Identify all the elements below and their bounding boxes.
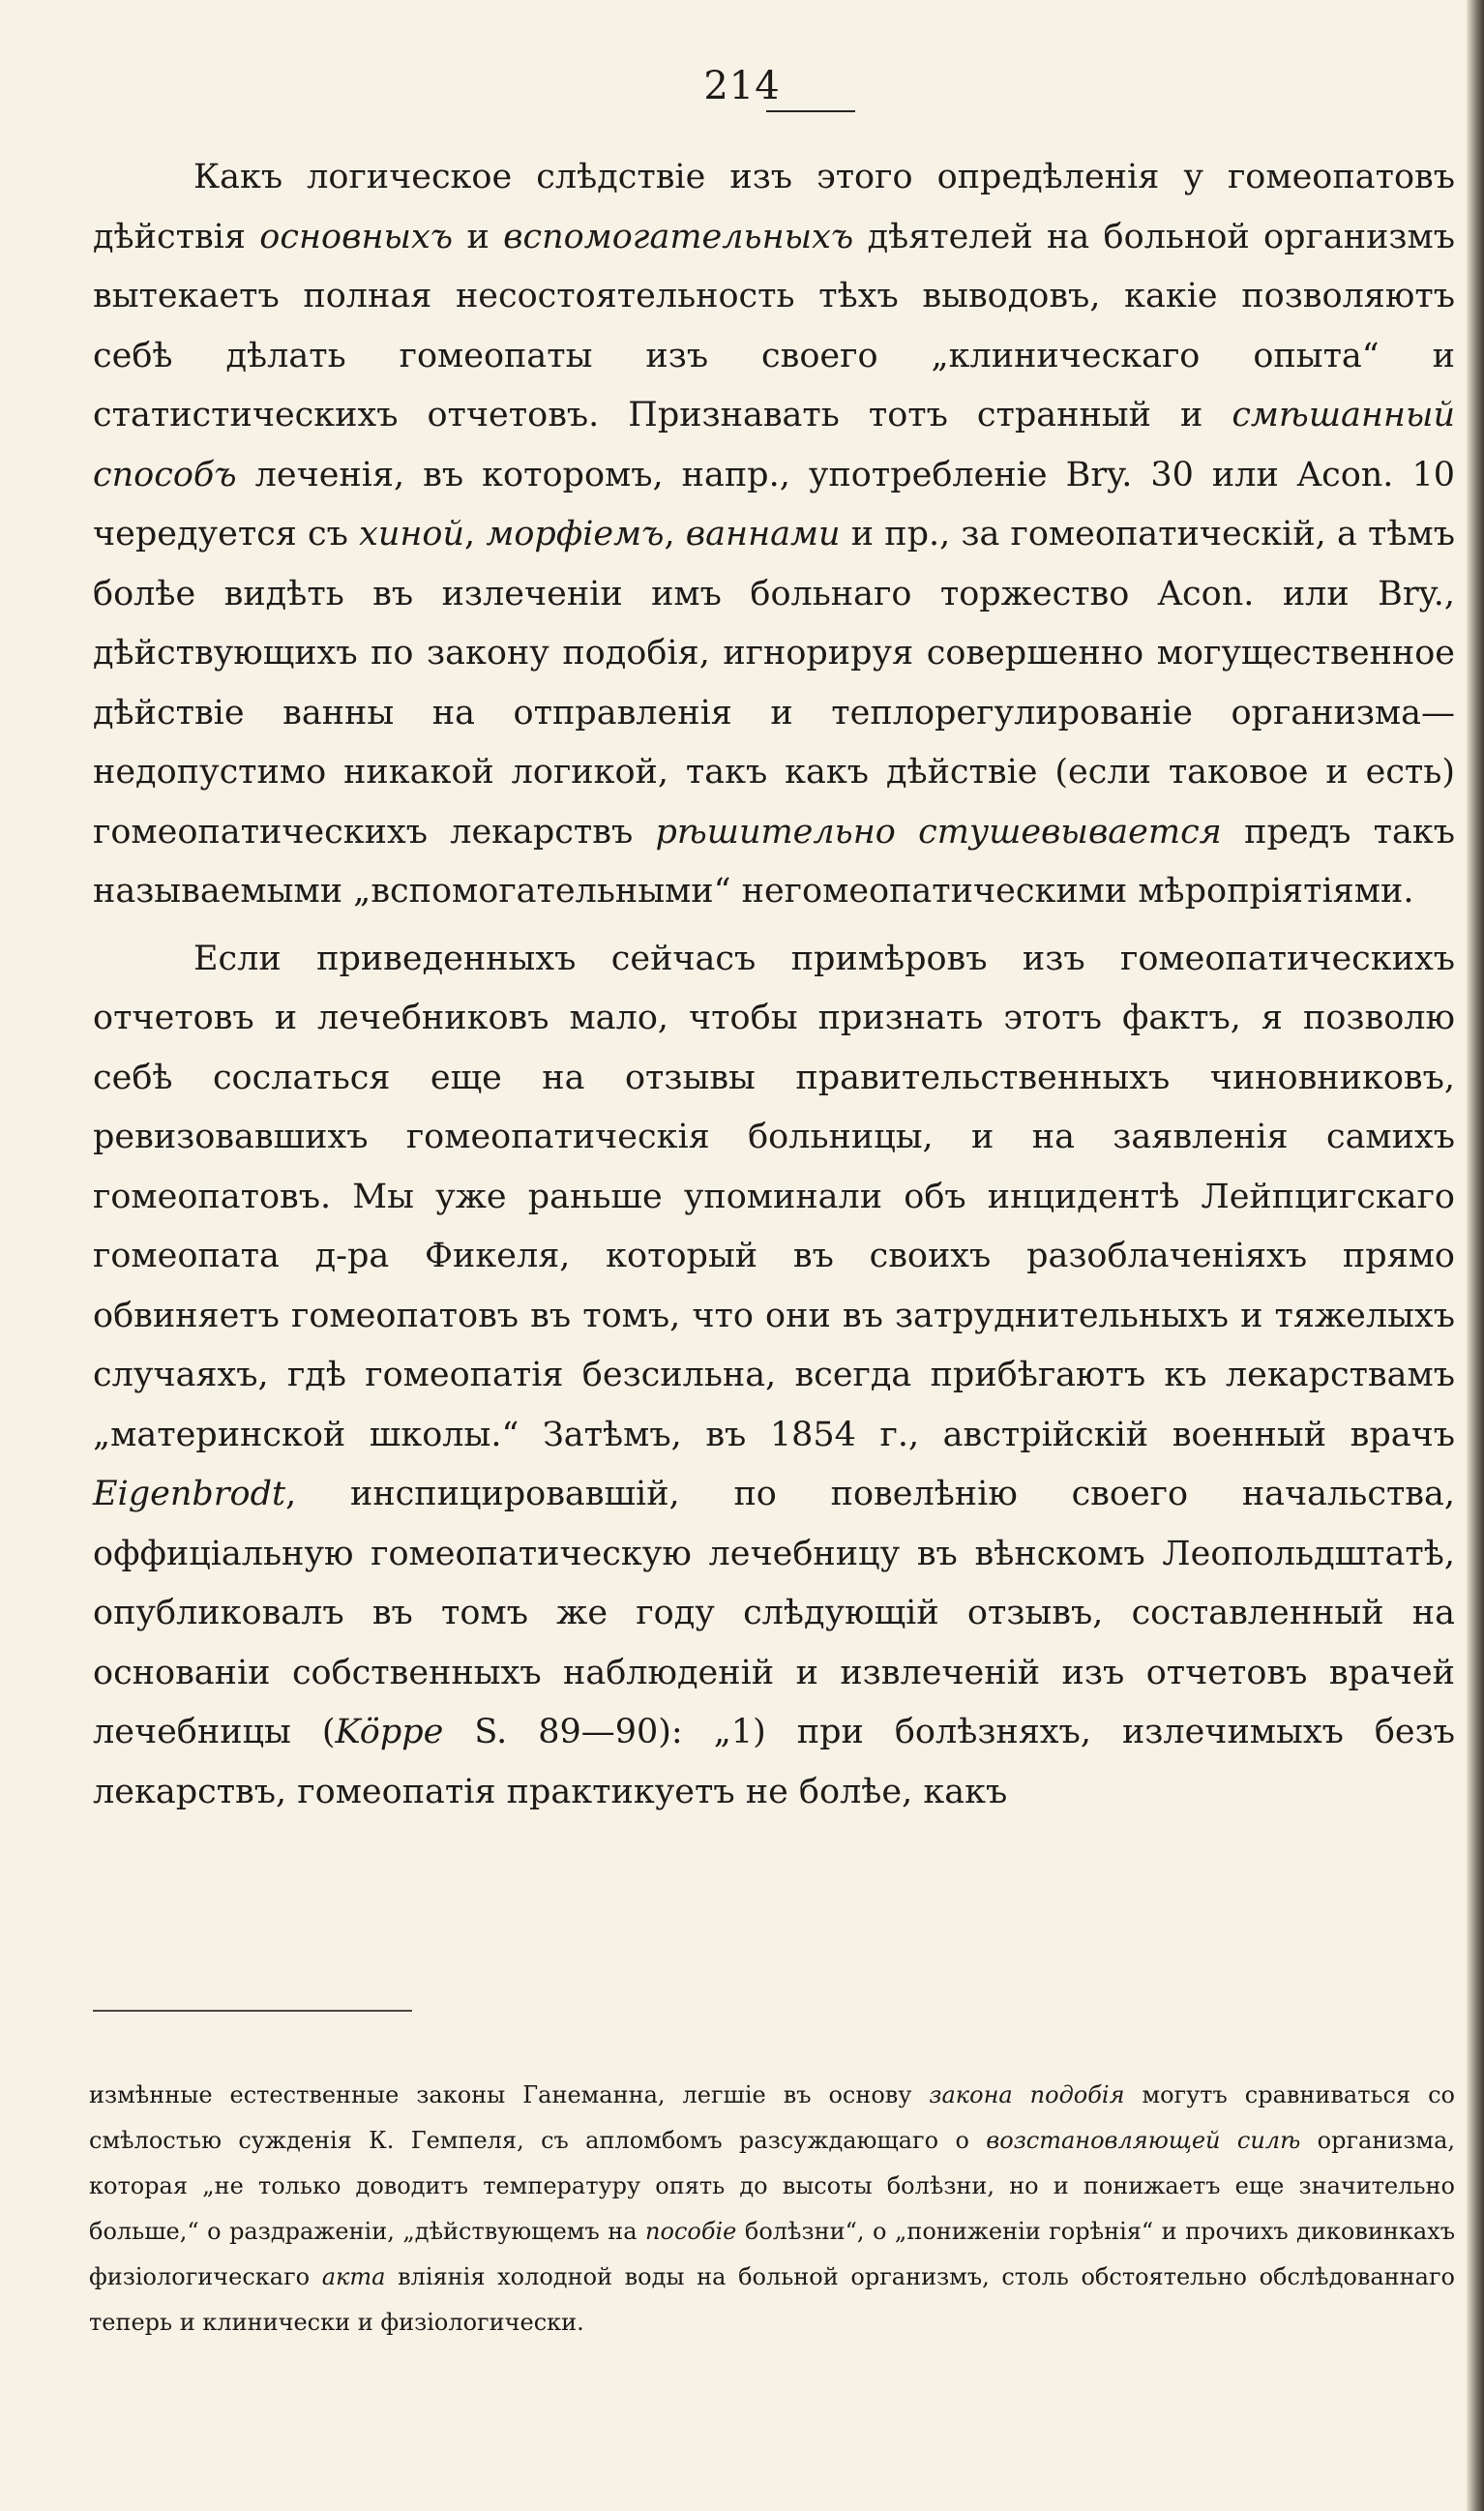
p1-emph-2: вспомогательныхъ — [503, 217, 854, 256]
fn-text-3: организма, которая „не только доводитъ температуру опять до высоты болѣзни, но и понижаетъ еще значительно больше,“ о раздраженіи, „дѣйствующемъ на — [89, 2127, 1456, 2245]
fn-text-4: болѣзни“, о „пониженіи горѣнія“ и прочихъ диковинкахъ физіологическаго — [89, 2218, 1455, 2290]
fn-text-2: могутъ сравниваться со смѣлостью сужденія К. Гемпеля, съ апломбомъ разсуждающаго о — [89, 2081, 1455, 2154]
p1-emph-6: ваннами — [685, 515, 841, 553]
footnote-paragraph — [89, 2073, 1455, 2346]
p1-text-1: Какъ логическое слѣдствіе изъ этого опредѣленія у гомеопатовъ дѣйствія — [93, 158, 1455, 256]
p1-text-3: дѣятелей на больной организмъ вытекаетъ полная несостоятельность тѣхъ выводовъ, какіе позволяютъ себѣ дѣлать гомеопаты изъ своего „клиническаго опыта“ и статистическихъ отчетовъ. Признавать тотъ странный и — [93, 217, 1455, 434]
footnote-separator — [93, 2010, 412, 2012]
p2-emph-2: Köppe — [335, 1713, 444, 1751]
p1-text-8: предъ такъ называемыми „вспомогательными“ негомеопатическими мѣропріятіями. — [93, 812, 1455, 911]
fn-text-1: измѣнные естественные законы Ганеманна, легшіе въ основу — [89, 2081, 930, 2108]
page-edge-shadow — [1467, 0, 1484, 2511]
page-number-underline — [766, 110, 855, 112]
p1-text-5: , — [464, 515, 487, 553]
fn-emph-1: закона подобія — [929, 2081, 1125, 2108]
p1-emph-7: рѣшительно стушевывается — [655, 812, 1222, 852]
fn-text-5: вліянія холодной воды на больной организмъ, столь обстоятельно обслѣдованнаго теперь и клинически и физіологически. — [89, 2263, 1455, 2336]
main-text — [93, 148, 1455, 1822]
fn-emph-2: возстановляющей силѣ — [986, 2127, 1301, 2154]
fn-emph-3: пособіе — [645, 2218, 737, 2245]
p2-emph-1: Eigenbrodt — [93, 1475, 286, 1513]
p2-text-2: , инспицировавшій, по повелѣнію своего начальства, оффиціальную гомеопатическую лечебницу въ вѣнскомъ Леопольдштатѣ, опубликовалъ въ томъ же году слѣдующій отзывъ, составленный на основаніи собственныхъ наблюденій и извлеченій изъ отчетовъ врачей лечебницы ( — [93, 1475, 1455, 1751]
paragraph-2 — [93, 930, 1455, 1823]
p1-emph-3: смѣшанный способъ — [93, 396, 1455, 494]
page-number: 214 — [703, 64, 781, 108]
fn-emph-4: акта — [321, 2263, 386, 2290]
p1-text-2: и — [453, 217, 504, 256]
p1-text-7: и пр., за гомеопатическій, а тѣмъ болѣе видѣть въ излеченіи имъ больнаго торжество Acon. или Bry., дѣйствующихъ по закону подобія, игнорируя совершенно могущественное дѣйствіе ванны на отправленія и теплорегулированіе организма—недопустимо никакой логикой, такъ какъ дѣйствіе (если таковое и есть) гомеопатическихъ лекарствъ — [93, 515, 1455, 852]
p1-emph-4: хиной — [359, 515, 465, 553]
p2-text-3: S. 89—90): „1) при болѣзняхъ, излечимыхъ безъ лекарствъ, гомеопатія практикуетъ не болѣе, какъ — [93, 1713, 1455, 1811]
p1-emph-5: морфіемъ — [486, 515, 665, 553]
p2-text-1: Если приведенныхъ сейчасъ примѣровъ изъ гомеопатическихъ отчетовъ и лечебниковъ мало, чтобы признать этотъ фактъ, я позволю себѣ сослаться еще на отзывы правительственныхъ чиновниковъ, ревизовавшихъ гомеопатическія больницы, и на заявленія самихъ гомеопатовъ. Мы уже раньше упоминали объ инцидентѣ Лейпцигскаго гомеопата д-ра Фикеля, который въ своихъ разоблаченіяхъ прямо обвиняетъ гомеопатовъ въ томъ, что они въ затруднительныхъ и тяжелыхъ случаяхъ, гдѣ гомеопатія безсильна, всегда прибѣгаютъ къ лекарствамъ „материнской школы.“ Затѣмъ, въ 1854 г., австрійскій военный врачъ — [93, 939, 1455, 1454]
p1-text-4: леченія, въ которомъ, напр., употребленіе Bry. 30 или Acon. 10 чередуется съ — [93, 455, 1455, 553]
paragraph-1 — [93, 148, 1455, 922]
p1-text-6: , — [664, 515, 686, 553]
p1-emph-1: основныхъ — [259, 217, 454, 256]
footnote — [89, 2073, 1455, 2346]
